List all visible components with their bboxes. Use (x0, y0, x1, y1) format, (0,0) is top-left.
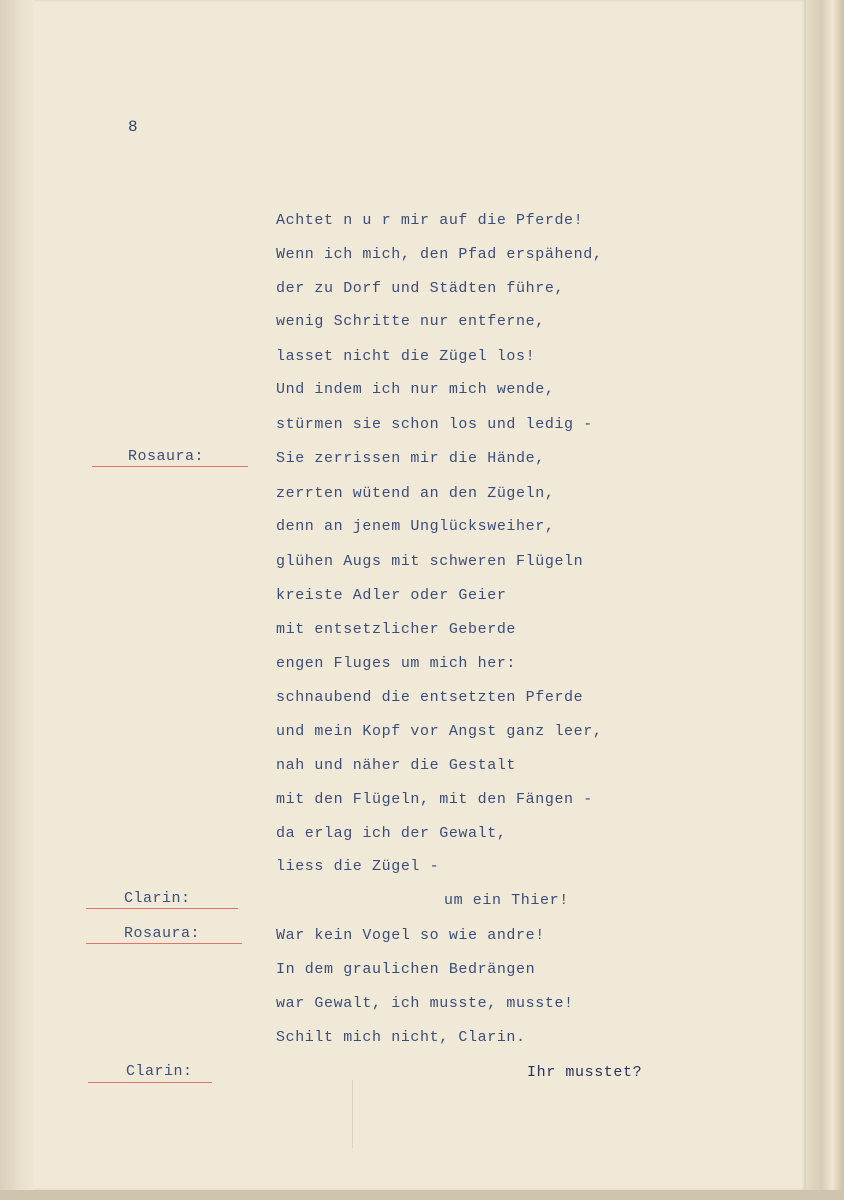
verse-line: In dem graulichen Bedrängen (276, 961, 536, 978)
speaker-underline (88, 1082, 212, 1083)
verse-line: Sie zerrissen mir die Hände, (276, 450, 545, 467)
speaker-label-rosaura: Rosaura: (128, 448, 205, 465)
verse-line: Ihr musstet? (527, 1064, 643, 1081)
verse-line: lasset nicht die Zügel los! (276, 348, 536, 365)
verse-line: nah und näher die Gestalt (276, 757, 517, 774)
speaker-label-rosaura: Rosaura: (124, 925, 201, 942)
page-number: 8 (128, 118, 138, 136)
speaker-underline (92, 466, 248, 467)
paper-crease (352, 1080, 353, 1148)
page-binding-edge (0, 0, 34, 1190)
verse-line: Wenn ich mich, den Pfad erspähend, (276, 246, 603, 263)
page-stack-edge (806, 0, 844, 1200)
verse-line: Und indem ich nur mich wende, (276, 381, 555, 398)
book-bottom-edge (0, 1190, 844, 1200)
verse-line: stürmen sie schon los und ledig - (276, 416, 593, 433)
speaker-label-clarin: Clarin: (124, 890, 191, 907)
verse-line: und mein Kopf vor Angst ganz leer, (276, 723, 603, 740)
verse-line: Achtet n u r mir auf die Pferde! (276, 212, 584, 229)
verse-line: kreiste Adler oder Geier (276, 587, 507, 604)
verse-line: schnaubend die entsetzten Pferde (276, 689, 584, 706)
verse-line: engen Fluges um mich her: (276, 655, 517, 672)
speaker-underline (86, 943, 242, 944)
verse-line: liess die Zügel - (276, 858, 440, 875)
verse-line: war Gewalt, ich musste, musste! (276, 995, 574, 1012)
verse-line: Schilt mich nicht, Clarin. (276, 1029, 526, 1046)
verse-line: mit entsetzlicher Geberde (276, 621, 517, 638)
verse-line: um ein Thier! (444, 892, 569, 909)
verse-line: glühen Augs mit schweren Flügeln (276, 553, 584, 570)
verse-line: mit den Flügeln, mit den Fängen - (276, 791, 593, 808)
verse-line: War kein Vogel so wie andre! (276, 927, 545, 944)
verse-line: da erlag ich der Gewalt, (276, 825, 507, 842)
verse-line: zerrten wütend an den Zügeln, (276, 485, 555, 502)
verse-line: wenig Schritte nur entferne, (276, 313, 545, 330)
speaker-underline (86, 908, 238, 909)
verse-line: denn an jenem Unglücksweiher, (276, 518, 555, 535)
verse-line: der zu Dorf und Städten führe, (276, 280, 565, 297)
speaker-label-clarin: Clarin: (126, 1063, 193, 1080)
